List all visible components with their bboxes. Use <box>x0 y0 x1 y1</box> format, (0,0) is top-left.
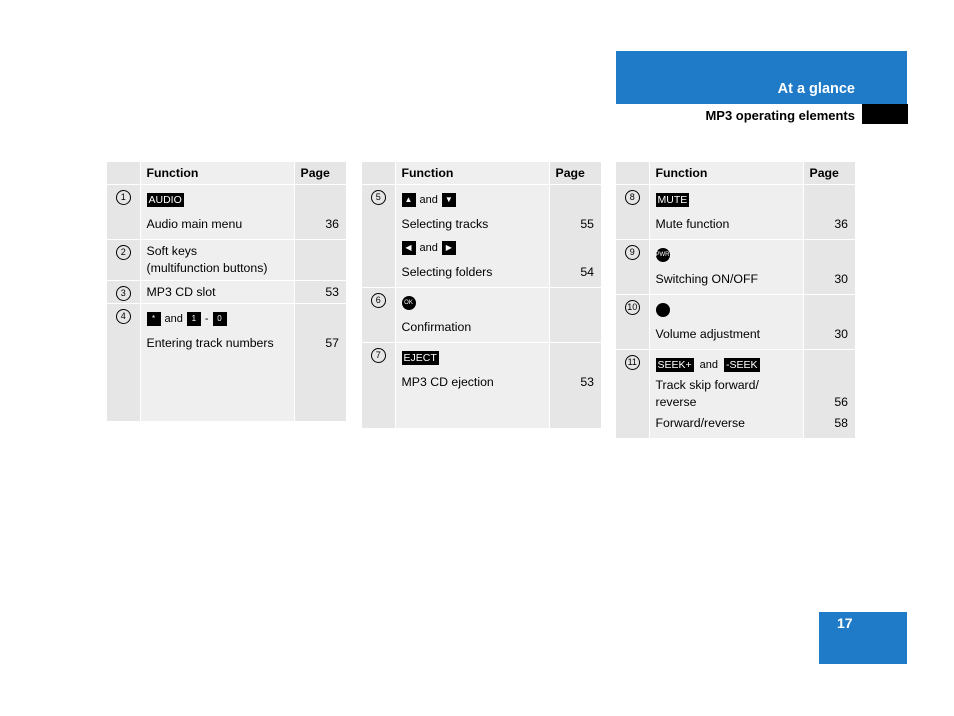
page-number-box <box>819 612 907 664</box>
audio-key-icon: AUDIO <box>148 194 182 206</box>
page-ref: 53 <box>580 375 594 389</box>
page-ref: 58 <box>834 416 848 430</box>
seek-backward-key-icon: -SEEK <box>726 359 758 371</box>
function-text: Track skip forward/ <box>655 378 759 392</box>
function-text: Entering track numbers <box>146 336 274 350</box>
star-key-icon: * <box>147 312 161 326</box>
function-text: Selecting folders <box>401 265 493 279</box>
mute-key-icon: MUTE <box>657 194 688 206</box>
item-number: 5 <box>371 190 386 205</box>
table-row <box>107 281 346 304</box>
item-number: 9 <box>625 245 640 260</box>
table-header <box>107 162 346 185</box>
item-number: 8 <box>625 190 640 205</box>
page-number: 17 <box>837 615 853 631</box>
item-number: 2 <box>116 245 131 260</box>
header-band <box>616 51 907 104</box>
eject-key-icon: EJECT <box>403 352 437 364</box>
function-text: MP3 CD slot <box>146 285 216 299</box>
table-row: 4 * and 1 - 0 Entering track numbers 57 <box>107 304 346 422</box>
page-ref: 54 <box>580 265 594 279</box>
function-header: Function <box>140 162 294 185</box>
function-text: (multifunction buttons) <box>146 261 268 275</box>
item-number: 10 <box>625 300 640 315</box>
item-number: 11 <box>625 355 640 370</box>
section-subtitle: MP3 operating elements <box>705 108 855 123</box>
table-header <box>616 162 855 185</box>
arrow-up-icon: ▲ <box>402 193 416 207</box>
page-header: Page <box>549 162 601 185</box>
item-number: 3 <box>116 286 131 301</box>
table-row: 5 ▲ and ▼ Selecting tracks ◀ and ▶ Selecting folders 55 54 <box>362 185 601 288</box>
table-row <box>616 295 855 350</box>
page-ref: 55 <box>580 217 594 231</box>
table-row <box>362 343 601 429</box>
subtitle-marker <box>862 104 908 124</box>
item-number: 6 <box>371 293 386 308</box>
arrow-left-icon: ◀ <box>402 241 416 255</box>
power-knob-icon: PWR <box>656 248 670 262</box>
page-ref: 36 <box>325 217 339 231</box>
table-row <box>107 240 346 281</box>
page-ref: 53 <box>325 285 339 299</box>
table-header <box>362 162 601 185</box>
number-key-1-icon: 1 <box>187 312 201 326</box>
function-header: Function <box>649 162 803 185</box>
number-key-0-icon: 0 <box>213 312 227 326</box>
table-row: 11 SEEK+ and -SEEK Track skip forward/ reverse Forward/reverse 56 58 <box>616 350 855 439</box>
page-ref: 30 <box>834 327 848 341</box>
page-ref: 57 <box>325 336 339 350</box>
function-text: Forward/reverse <box>655 416 746 430</box>
function-text: reverse <box>655 395 697 409</box>
item-number: 4 <box>116 309 131 324</box>
table-row <box>107 185 346 240</box>
page-ref: 56 <box>834 395 848 409</box>
seek-forward-key-icon: SEEK+ <box>657 359 692 371</box>
table-row <box>616 240 855 295</box>
function-text: Volume adjustment <box>655 327 761 341</box>
ok-button-icon: OK <box>402 296 416 310</box>
function-text: Audio main menu <box>146 217 243 231</box>
table-row <box>362 288 601 343</box>
arrow-right-icon: ▶ <box>442 241 456 255</box>
item-number: 1 <box>116 190 131 205</box>
table-1 <box>107 162 346 422</box>
function-text: Switching ON/OFF <box>655 272 758 286</box>
function-text: Mute function <box>655 217 730 231</box>
page-header: Page <box>294 162 346 185</box>
table-3 <box>616 162 855 439</box>
page-header: Page <box>803 162 855 185</box>
item-number: 7 <box>371 348 386 363</box>
page-ref: 36 <box>834 217 848 231</box>
function-text: Selecting tracks <box>401 217 489 231</box>
section-title: At a glance <box>777 81 855 97</box>
function-text: MP3 CD ejection <box>401 375 494 389</box>
table-2 <box>362 162 601 429</box>
function-text: Soft keys <box>146 244 198 258</box>
table-row <box>616 185 855 240</box>
page-ref: 30 <box>834 272 848 286</box>
volume-knob-icon <box>656 303 670 317</box>
function-text: Confirmation <box>401 320 472 334</box>
arrow-down-icon: ▼ <box>442 193 456 207</box>
function-header: Function <box>395 162 549 185</box>
